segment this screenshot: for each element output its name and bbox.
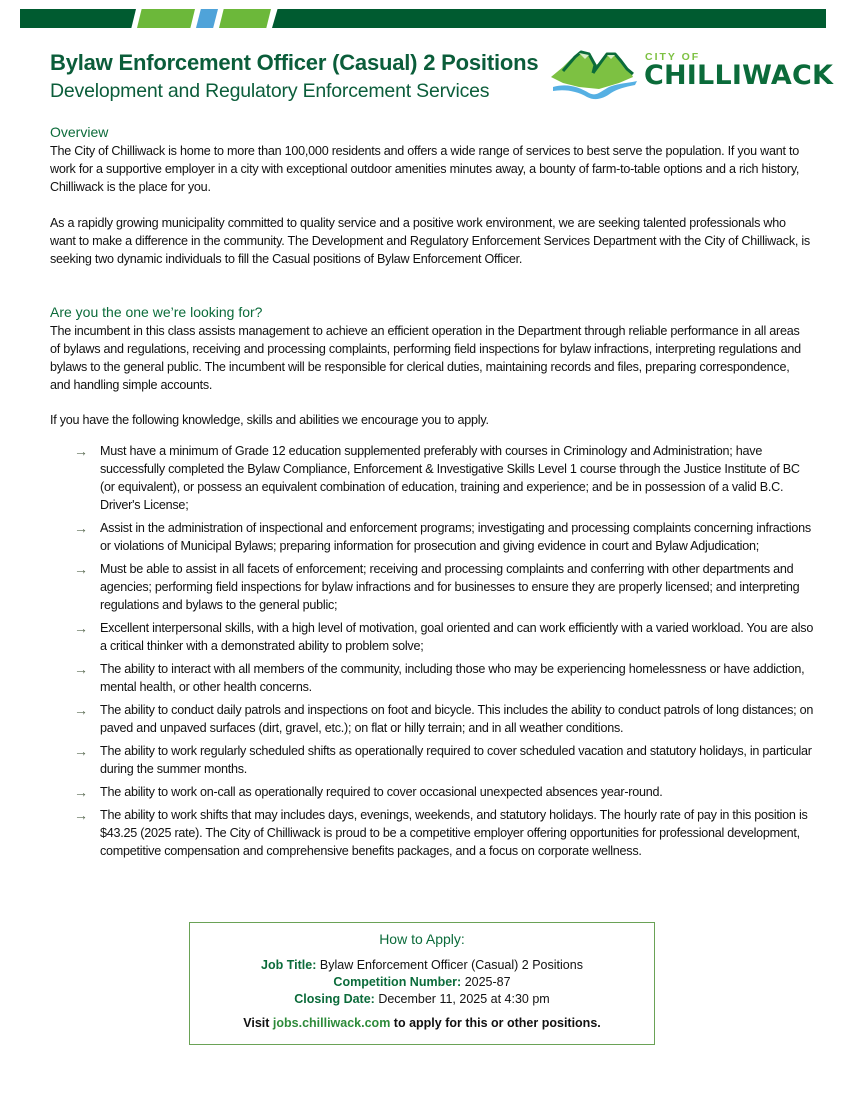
overview-heading: Overview <box>50 124 109 140</box>
visit-line <box>190 1016 654 1030</box>
bar-segment-blue <box>196 9 218 28</box>
list-item-text: Must be able to assist in all facets of enforcement; receiving and processing complaints and conferring with other departments and agencies; performing field inspections for bylaw infractions and for businesses to ensure they are properly licensed; and interpreting regulations and bylaws to the general public; <box>100 562 800 612</box>
job-title-label: Job Title: <box>261 958 317 972</box>
closing-date-line <box>190 992 654 1006</box>
arrow-right-icon: → <box>74 807 88 823</box>
list-item <box>74 660 814 696</box>
arrow-right-icon: → <box>74 661 88 677</box>
job-title-line <box>190 958 654 972</box>
list-item <box>74 619 814 655</box>
list-item <box>74 783 814 801</box>
list-item-text: Assist in the administration of inspectional and enforcement programs; investigating and processing complaints concerning infractions or violations of Municipal Bylaws; preparing information for prosecution and giving evidence in court and Bylaw Adjudication; <box>100 521 811 553</box>
arrow-right-icon: → <box>74 561 88 577</box>
header-color-bar <box>20 9 826 28</box>
competition-number-line <box>190 975 654 989</box>
logo-city-of-text: CITY OF <box>645 51 701 63</box>
visit-prefix: Visit <box>243 1016 270 1030</box>
competition-number-value: 2025-87 <box>464 975 511 989</box>
list-item-text: The ability to work on-call as operationally required to cover occasional unexpected absences year-round. <box>100 785 663 799</box>
list-item-text: The ability to conduct daily patrols and inspections on foot and bicycle. This includes the ability to conduct patrols of long distances; on paved and unpaved surfaces (dirt, gravel, etc.); on flat or hilly terrain; and in all weather conditions. <box>100 703 814 735</box>
mountain-river-logo-icon <box>549 47 639 101</box>
city-logo <box>549 47 834 101</box>
closing-date-value: December 11, 2025 at 4:30 pm <box>378 992 550 1006</box>
list-item-text: The ability to interact with all members of the community, including those who may be experiencing homelessness or have addiction, mental health, or other health concerns. <box>100 662 805 694</box>
arrow-right-icon: → <box>74 743 88 759</box>
visit-suffix: to apply for this or other positions. <box>393 1016 601 1030</box>
list-item <box>74 442 814 514</box>
list-item <box>74 519 814 555</box>
list-item-text: Excellent interpersonal skills, with a high level of motivation, goal oriented and can work efficiently with a varied workload. You are also a critical thinker with a demonstrated ability to problem solve; <box>100 621 814 653</box>
list-item <box>74 806 814 860</box>
closing-date-label: Closing Date: <box>294 992 375 1006</box>
looking-for-paragraph-1: The incumbent in this class assists management to achieve an efficient operation in the Department through reliable performance in all areas of bylaws and regulations, receiving and processing complaints, performing field inspections for bylaw infractions, interpreting regulations and bylaws to the general public. The incumbent will be responsible for clerical duties, maintaining records and files, preparing correspondence, and handling simple accounts. <box>50 324 801 392</box>
bar-segment-light-green <box>137 9 195 28</box>
how-to-apply-box <box>189 922 655 1045</box>
jobs-website-link[interactable]: jobs.chilliwack.com <box>272 1016 391 1030</box>
job-title-value: Bylaw Enforcement Officer (Casual) 2 Positions <box>319 958 583 972</box>
logo-chilliwack-text: CHILLIWACK <box>644 60 834 91</box>
arrow-right-icon: → <box>74 520 88 536</box>
arrow-right-icon: → <box>74 443 88 459</box>
page-title: Bylaw Enforcement Officer (Casual) 2 Positions <box>50 50 539 75</box>
arrow-right-icon: → <box>74 784 88 800</box>
requirements-list <box>74 442 814 865</box>
list-item-text: The ability to work shifts that may includes days, evenings, weekends, and statutory holidays. The hourly rate of pay in this position is $43.25 (2025 rate). The City of Chilliwack is proud to be a competitive employer offering opportunities for professional development, competitive compensation and comprehensive benefits packages, and a focus on corporate wellness. <box>100 808 808 858</box>
list-item-text: The ability to work regularly scheduled shifts as operationally required to cover scheduled vacation and statutory holidays, in particular during the summer months. <box>100 744 812 776</box>
overview-paragraph-1: The City of Chilliwack is home to more than 100,000 residents and offers a wide range of services to best serve the population. If you want to work for a supportive employer in a city with exceptional outdoor amenities minutes away, a bounty of farm-to-table options and a rich history, Chilliwack is the place for you. <box>50 144 800 194</box>
list-item <box>74 742 814 778</box>
bar-segment-dark-green <box>20 9 136 28</box>
competition-number-label: Competition Number: <box>333 975 462 989</box>
page-subtitle: Development and Regulatory Enforcement Services <box>50 80 490 102</box>
overview-paragraph-2: As a rapidly growing municipality committed to quality service and a positive work environment, we are seeking talented professionals who want to make a difference in the community. The Development and Regulatory Enforcement Services Department with the City of Chilliwack, is seeking two dynamic individuals to fill the Casual positions of Bylaw Enforcement Officer. <box>50 216 810 266</box>
how-to-apply-heading: How to Apply: <box>379 931 465 947</box>
arrow-right-icon: → <box>74 702 88 718</box>
list-item <box>74 701 814 737</box>
bar-segment-dark-green <box>272 9 826 28</box>
bar-segment-light-green <box>219 9 271 28</box>
looking-for-heading: Are you the one we’re looking for? <box>50 304 263 320</box>
list-item-text: Must have a minimum of Grade 12 education supplemented preferably with courses in Criminology and Administration; have successfully completed the Bylaw Compliance, Enforcement & Investigative Skills Level 1 course through the Justice Institute of BC (or equivalent), or possess an equivalent combination of education, training and experience; and be in possession of a valid B.C. Driver's License; <box>100 444 800 512</box>
looking-for-paragraph-2: If you have the following knowledge, skills and abilities we encourage you to apply. <box>50 413 489 427</box>
arrow-right-icon: → <box>74 620 88 636</box>
list-item <box>74 560 814 614</box>
